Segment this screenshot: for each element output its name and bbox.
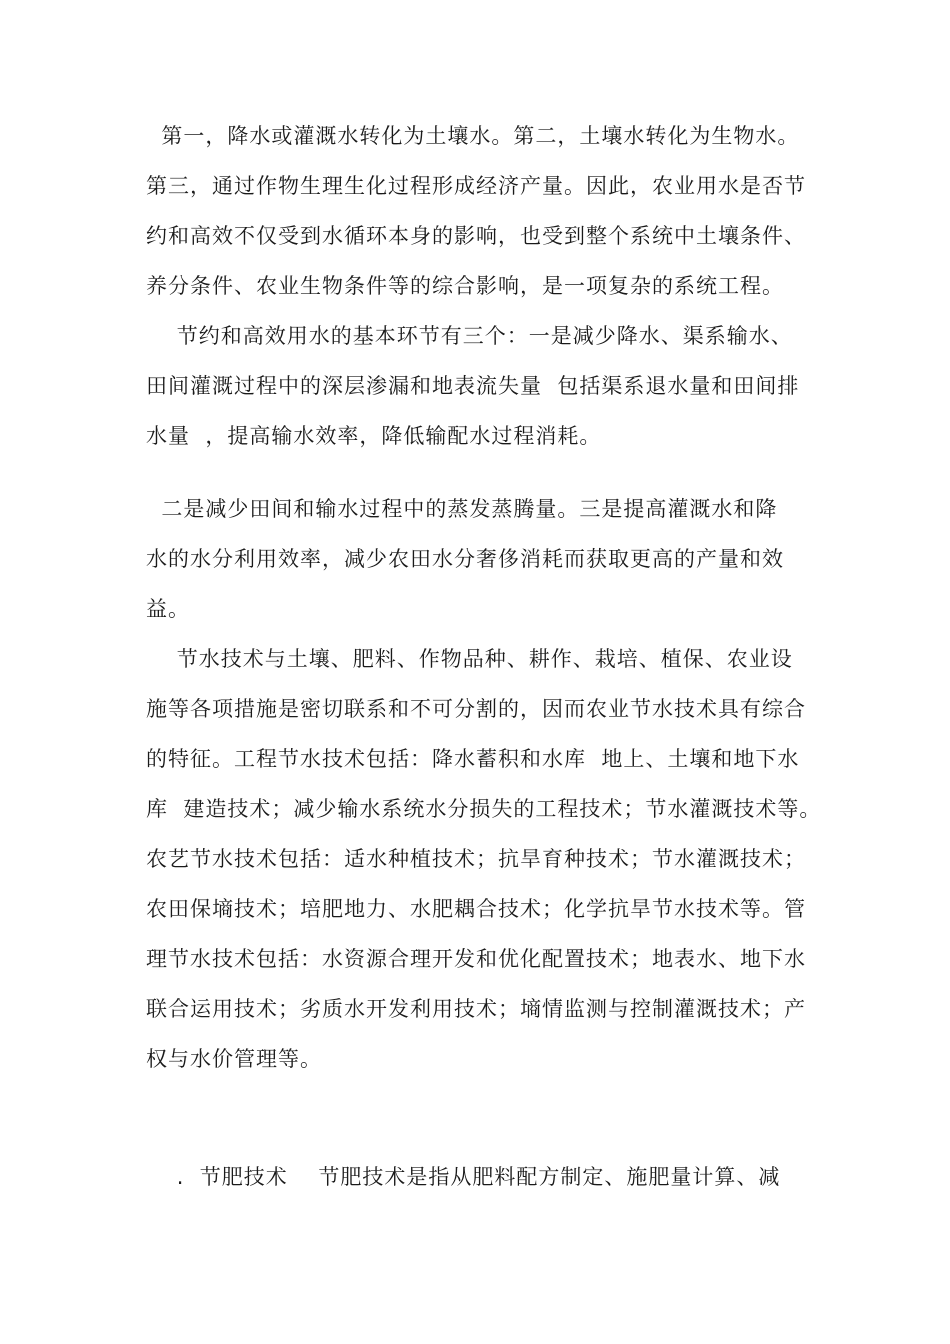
text-line: 田间灌溉过程中的深层渗漏和地表流失量 包括渠系退水量和田间排 [146, 374, 800, 398]
text-line: 施等各项措施是密切联系和不可分割的，因而农业节水技术具有综合 [146, 697, 806, 721]
text-line: 的特征。工程节水技术包括：降水蓄积和水库 地上、土壤和地下水 [146, 747, 800, 771]
text-line: 第一，降水或灌溉水转化为土壤水。第二，土壤水转化为生物水。 [146, 124, 800, 148]
text-line: 节水技术与土壤、肥料、作物品种、耕作、栽培、植保、农业设 [146, 647, 793, 671]
section-heading-line: . 节肥技术 节肥技术是指从肥料配方制定、施肥量计算、减 [146, 1165, 781, 1189]
text-line: 联合运用技术；劣质水开发利用技术；墒情监测与控制灌溉技术；产 [146, 997, 806, 1021]
text-line: 农艺节水技术包括：适水种植技术；抗旱育种技术；节水灌溉技术； [146, 847, 806, 871]
text-line: 养分条件、农业生物条件等的综合影响，是一项复杂的系统工程。 [146, 274, 784, 298]
text-line: 理节水技术包括：水资源合理开发和优化配置技术；地表水、地下水 [146, 947, 806, 971]
text-line: 二是减少田间和输水过程中的蒸发蒸腾量。三是提高灌溉水和降 [146, 497, 778, 521]
text-line: 益。 [146, 597, 190, 621]
text-line: 约和高效不仅受到水循环本身的影响，也受到整个系统中土壤条件、 [146, 224, 806, 248]
text-line: 库 建造技术；减少输水系统水分损失的工程技术；节水灌溉技术等。 [146, 797, 822, 821]
text-line: 水的水分利用效率，减少农田水分奢侈消耗而获取更高的产量和效 [146, 547, 784, 571]
text-line: 水量 ，提高输水效率，降低输配水过程消耗。 [146, 424, 602, 448]
text-line: 节约和高效用水的基本环节有三个：一是减少降水、渠系输水、 [146, 324, 793, 348]
text-line: 第三，通过作物生理生化过程形成经济产量。因此，农业用水是否节 [146, 174, 806, 198]
text-line: 农田保墒技术；培肥地力、水肥耦合技术；化学抗旱节水技术等。管 [146, 897, 806, 921]
text-line: 权与水价管理等。 [146, 1047, 322, 1071]
